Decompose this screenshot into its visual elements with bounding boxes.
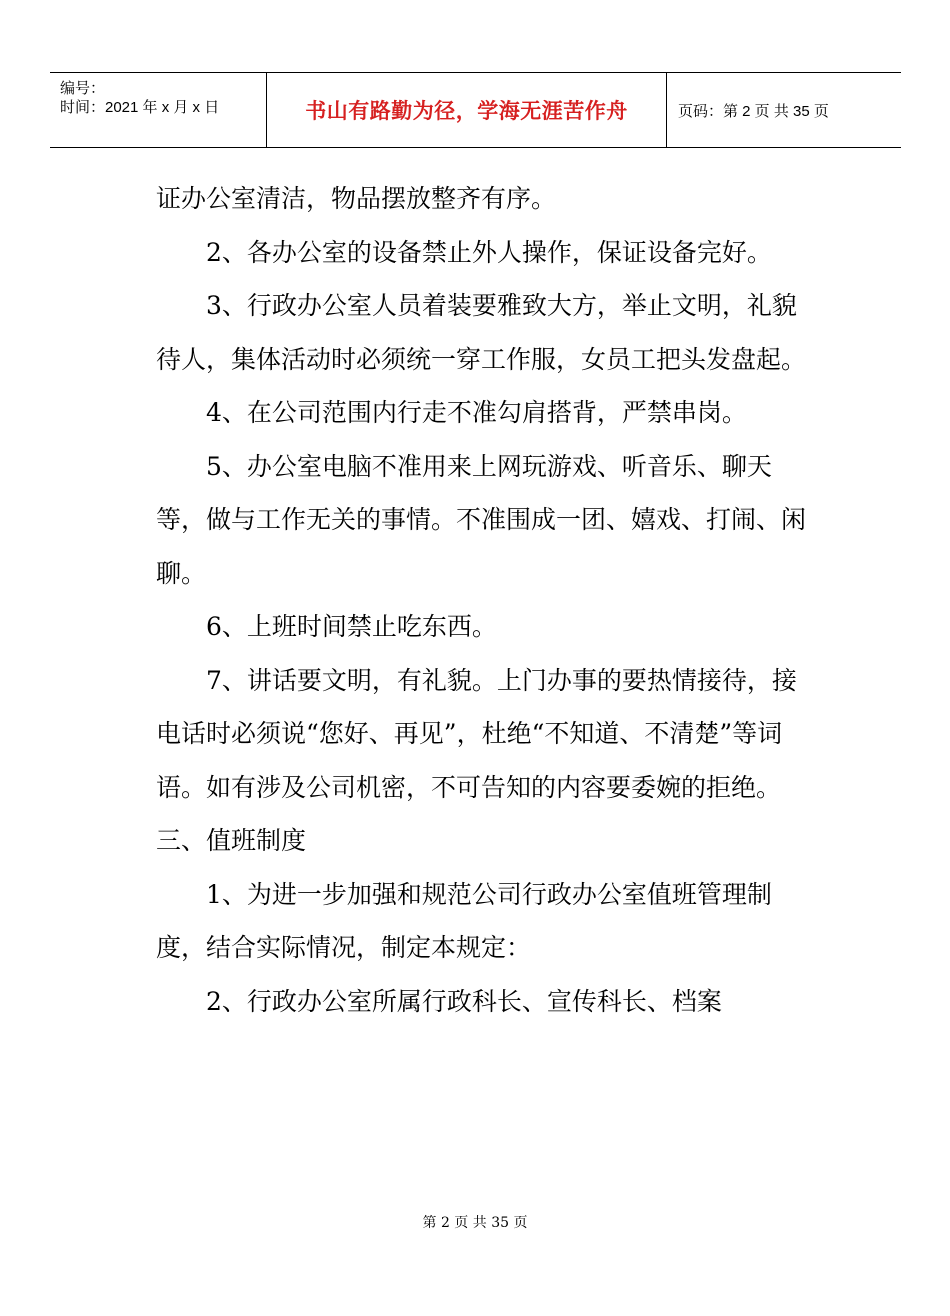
paragraph: 2、行政办公室所属行政科长、宣传科长、档案 (206, 986, 722, 1016)
paragraph: 2、各办公室的设备禁止外人操作，保证设备完好。 (206, 237, 772, 267)
header-meta (60, 79, 219, 117)
paragraph: 证办公室清洁，物品摆放整齐有序。 (156, 184, 557, 213)
page-footer: 第 2 页 共 35 页 (422, 1215, 528, 1231)
paragraph: 4、在公司范围内行走不准勾肩搭背，严禁串岗。 (206, 398, 747, 427)
header-divider (666, 73, 667, 147)
header-page-info: 页码：第 2 页 共 35 页 (678, 102, 829, 120)
paragraph: 5、办公室电脑不准用来上网玩游戏、听音乐、聊天等，做与工作无关的事情。不准围成一团、嬉戏、打闹、闲聊。 (156, 451, 807, 588)
section-heading: 三、值班制度 (156, 826, 307, 855)
document-body (156, 172, 816, 1028)
header-motto: 书山有路勤为径，学海无涯苦作舟 (305, 100, 628, 123)
document-number-label: 编号： (60, 80, 106, 97)
paragraph: 6、上班时间禁止吃东西。 (206, 612, 497, 641)
paragraph: 7、讲话要文明，有礼貌。上门办事的要热情接待，接电话时必须说“您好、再见”，杜绝“不知道、不清楚”等词语。如有涉及公司机密，不可告知的内容要委婉的拒绝。 (156, 665, 797, 802)
paragraph: 1、为进一步加强和规范公司行政办公室值班管理制度，结合实际情况，制定本规定： (156, 879, 772, 962)
paragraph: 3、行政办公室人员着装要雅致大方，举止文明，礼貌待人，集体活动时必须统一穿工作服，女员工把头发盘起。 (156, 291, 807, 374)
document-time-label: 时间：2021 年 x 月 x 日 (60, 99, 220, 116)
page-header (50, 72, 901, 148)
